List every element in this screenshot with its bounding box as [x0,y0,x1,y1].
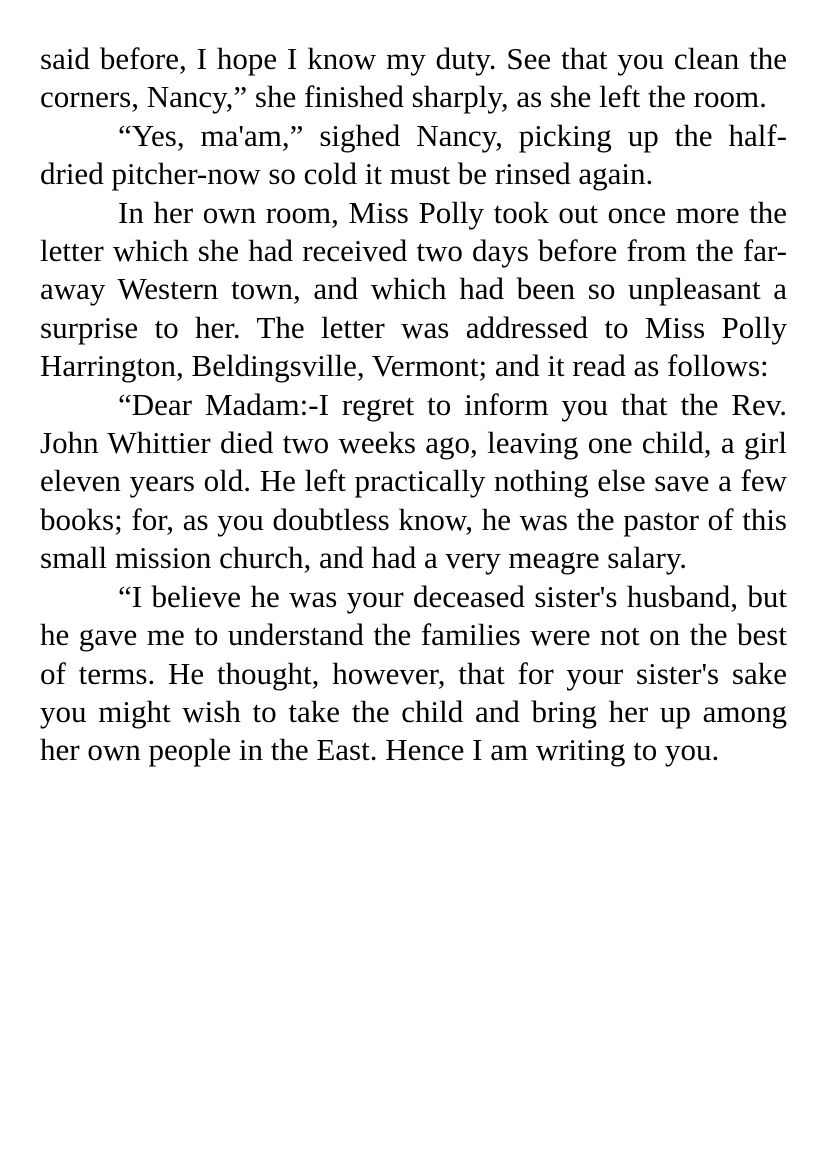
paragraph-2: “Yes, ma'am,” sighed Nancy, picking up the half-dried pitcher-now so cold it must be rinsed again. [40,117,787,192]
paragraph-4: “Dear Madam:-I regret to inform you that the Rev. John Whittier died two weeks ago, leaving one child, a girl eleven years old. He left practically nothing else save a few books; for, as you doubtless know, he was the pastor of this small mission church, and had a very meagre salary. [40,386,787,576]
paragraph-3: In her own room, Miss Polly took out once more the letter which she had received two days before from the far-away Western town, and which had been so unpleasant a surprise to her. The letter was addressed to Miss Polly Harrington, Beldingsville, Vermont; and it read as follows: [40,194,787,384]
paragraph-1: said before, I hope I know my duty. See that you clean the corners, Nancy,” she finished sharply, as she left the room. [40,41,787,115]
page-text [40,40,787,770]
paragraph-5: “I believe he was your deceased sister's husband, but he gave me to understand the families were not on the best of terms. He thought, however, that for your sister's sake you might wish to take the child and bring her up among her own people in the East. Hence I am writing to you. [40,578,787,768]
